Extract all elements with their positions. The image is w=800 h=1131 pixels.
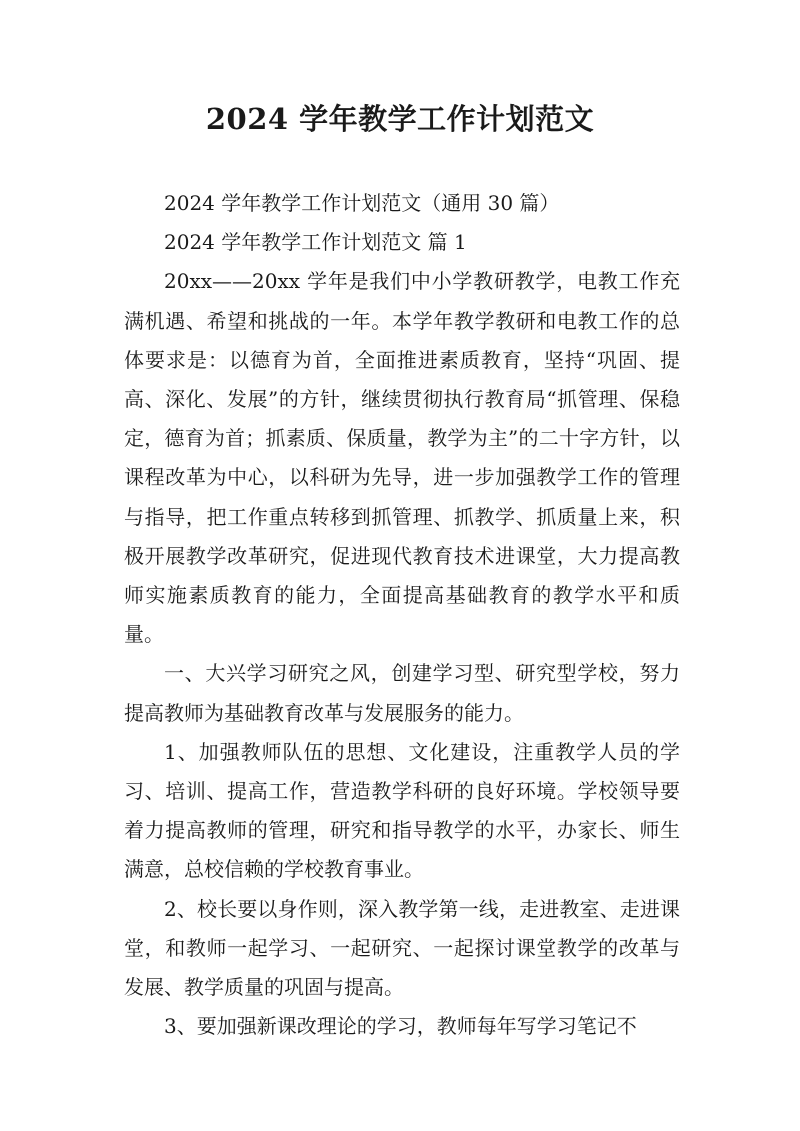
paragraph-item-3: 3、要加强新课改理论的学习，教师每年写学习笔记不	[164, 1014, 637, 1039]
paragraph-item-1: 1、加强教师队伍的思想、文化建设，注重教学人员的学习、培训、提高工作，营造教学科研的良好环境。学校领导要着力提高教师的管理，研究和指导教学的水平，办家长、师生满意，总校信赖的学校教育事业。	[124, 739, 680, 882]
paragraph-subtitle: 2024 学年教学工作计划范文（通用 30 篇）	[164, 191, 560, 215]
paragraph-item-2: 2、校长要以身作则，深入教学第一线，走进教室、走进课堂，和教师一起学习、一起研究、一起探讨课堂教学的改革与发展、教学质量的巩固与提高。	[124, 896, 680, 1000]
paragraph-point-1-heading: 一、大兴学习研究之风，创建学习型、研究型学校，努力提高教师为基础教育改革与发展服务的能力。	[124, 661, 680, 725]
paragraph-section-heading: 2024 学年教学工作计划范文 篇 1	[164, 230, 467, 255]
paragraph-intro: 20xx——20xx 学年是我们中小学教研教学，电教工作充满机遇、希望和挑战的一年。本学年教学教研和电教工作的总体要求是：以德育为首，全面推进素质教育，坚持“巩固、提高、深化、发展”的方针，继续贯彻执行教育局“抓管理、保稳定，德育为首；抓素质、保质量，教学为主”的二十字方针，以课程改革为中心，以科研为先导，进一步加强教学工作的管理与指导，把工作重点转移到抓管理、抓教学、抓质量上来，积极开展教学改革研究，促进现代教育技术进课堂，大力提高教师实施素质教育的能力，全面提高基础教育的教学水平和质量。	[124, 269, 680, 647]
document-title: 2024 学年教学工作计划范文	[205, 102, 595, 136]
document-body	[124, 184, 680, 1046]
